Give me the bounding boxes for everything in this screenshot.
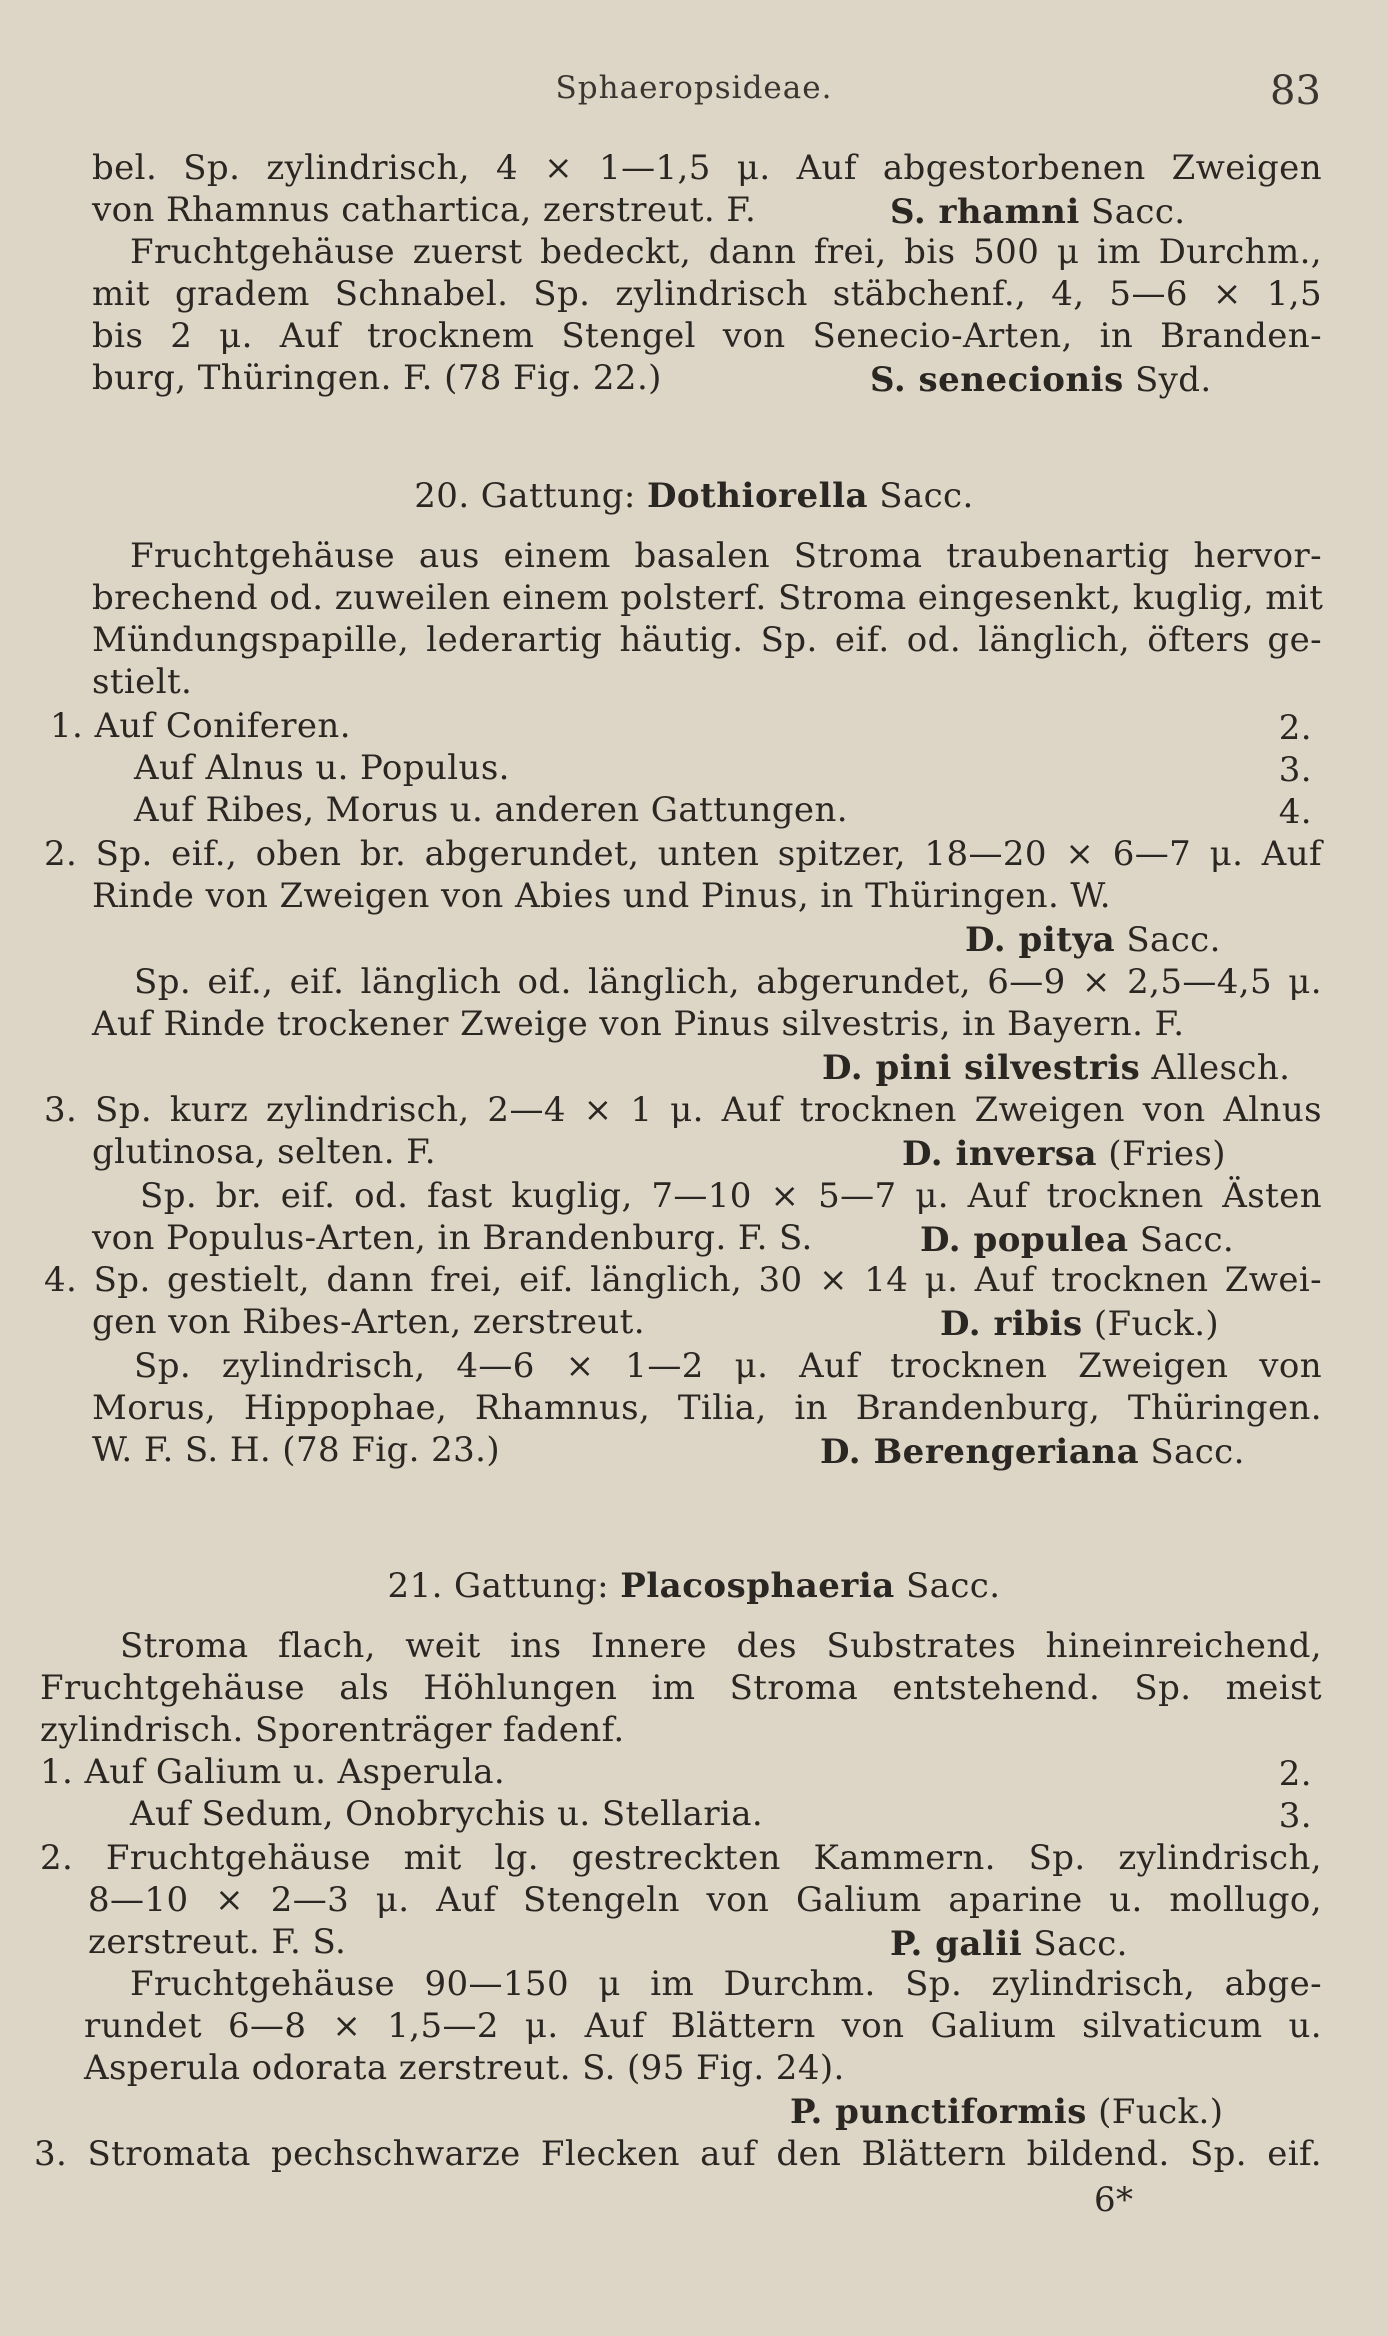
key-ref: 2. [1278, 1754, 1312, 1794]
text-line: rundet 6—8 × 1,5—2 μ. Auf Blättern von Galium silvaticum u. [84, 2006, 1322, 2046]
species-name: D. pitya Sacc. [965, 920, 1221, 960]
text-line: von Rhamnus cathartica, zerstreut. F. [92, 190, 757, 230]
key-line: 1. Auf Galium u. Asperula. [40, 1752, 506, 1792]
text-line: burg, Thüringen. F. (78 Fig. 22.) [92, 358, 662, 398]
key-ref: 4. [1278, 792, 1312, 832]
text-line: von Populus-Arten, in Brandenburg. F. S. [92, 1218, 813, 1258]
text-line: Fruchtgehäuse aus einem basalen Stroma traubenartig hervor- [130, 536, 1322, 576]
key-ref: 3. [1278, 750, 1312, 790]
key-line: Auf Sedum, Onobrychis u. Stellaria. [130, 1794, 764, 1834]
text-line: Morus, Hippophae, Rhamnus, Tilia, in Brandenburg, Thüringen. [92, 1388, 1322, 1428]
text-line: Mündungspapille, lederartig häutig. Sp. eif. od. länglich, öfters ge- [92, 620, 1322, 660]
text-line: glutinosa, selten. F. [92, 1132, 437, 1172]
text-line: mit gradem Schnabel. Sp. zylindrisch stäbchenf., 4, 5—6 × 1,5 [92, 274, 1322, 314]
text-line: 3. Sp. kurz zylindrisch, 2—4 × 1 μ. Auf trocknen Zweigen von Alnus [44, 1090, 1322, 1130]
text-line: 8—10 × 2—3 μ. Auf Stengeln von Galium aparine u. mollugo, [88, 1880, 1322, 1920]
text-line: gen von Ribes-Arten, zerstreut. [92, 1302, 645, 1342]
text-line: W. F. S. H. (78 Fig. 23.) [92, 1430, 501, 1470]
text-line: bel. Sp. zylindrisch, 4 × 1—1,5 μ. Auf abgestorbenen Zweigen [92, 148, 1322, 188]
text-line: Asperula odorata zerstreut. S. (95 Fig. 24). [84, 2048, 845, 2088]
genus-heading: 20. Gattung: Dothiorella Sacc. [414, 476, 974, 516]
genus-heading: 21. Gattung: Placosphaeria Sacc. [387, 1566, 1001, 1606]
text-line: Rinde von Zweigen von Abies und Pinus, in Thüringen. W. [92, 876, 1111, 916]
page-number: 83 [1270, 68, 1321, 114]
text-line: 2. Sp. eif., oben br. abgerundet, unten spitzer, 18—20 × 6—7 μ. Auf [44, 834, 1322, 874]
species-name: S. rhamni Sacc. [890, 192, 1186, 232]
key-line: Auf Ribes, Morus u. anderen Gattungen. [134, 790, 848, 830]
species-name: D. pini silvestris Allesch. [822, 1048, 1291, 1088]
text-line: 2. Fruchtgehäuse mit lg. gestreckten Kammern. Sp. zylindrisch, [40, 1838, 1322, 1878]
text-line: Sp. zylindrisch, 4—6 × 1—2 μ. Auf trocknen Zweigen von [134, 1346, 1322, 1386]
text-line: stielt. [92, 662, 193, 702]
running-header: Sphaeropsideae. [555, 70, 833, 106]
key-ref: 3. [1278, 1796, 1312, 1836]
key-line: 1. Auf Coniferen. [50, 706, 351, 746]
text-line: Auf Rinde trockener Zweige von Pinus silvestris, in Bayern. F. [92, 1004, 1185, 1044]
species-name: D. ribis (Fuck.) [940, 1304, 1220, 1344]
signature-mark: 6* [1094, 2180, 1134, 2220]
species-name: P. galii Sacc. [890, 1924, 1128, 1964]
text-line: Sp. eif., eif. länglich od. länglich, abgerundet, 6—9 × 2,5—4,5 μ. [134, 962, 1322, 1002]
species-name: P. punctiformis (Fuck.) [790, 2092, 1224, 2132]
text-line: brechend od. zuweilen einem polsterf. Stroma eingesenkt, kuglig, mit [92, 578, 1324, 618]
text-line: zylindrisch. Sporenträger fadenf. [40, 1710, 625, 1750]
text-line: 3. Stromata pechschwarze Flecken auf den Blättern bildend. Sp. eif. [34, 2134, 1322, 2174]
text-line: Fruchtgehäuse 90—150 μ im Durchm. Sp. zylindrisch, abge- [130, 1964, 1322, 2004]
text-line: Fruchtgehäuse zuerst bedeckt, dann frei, bis 500 μ im Durchm., [130, 232, 1322, 272]
key-ref: 2. [1278, 708, 1312, 748]
text-line: Fruchtgehäuse als Höhlungen im Stroma entstehend. Sp. meist [40, 1668, 1322, 1708]
species-name: D. Berengeriana Sacc. [820, 1432, 1245, 1472]
text-line: bis 2 μ. Auf trocknem Stengel von Senecio-Arten, in Branden- [92, 316, 1322, 356]
text-line: zerstreut. F. S. [88, 1922, 347, 1962]
species-name: D. inversa (Fries) [902, 1134, 1226, 1174]
species-name: D. populea Sacc. [920, 1220, 1235, 1260]
text-line: Sp. br. eif. od. fast kuglig, 7—10 × 5—7 μ. Auf trocknen Ästen [140, 1176, 1322, 1216]
text-line: 4. Sp. gestielt, dann frei, eif. länglich, 30 × 14 μ. Auf trocknen Zwei- [44, 1260, 1322, 1300]
species-name: S. senecionis Syd. [870, 360, 1212, 400]
key-line: Auf Alnus u. Populus. [134, 748, 510, 788]
text-line: Stroma flach, weit ins Innere des Substrates hineinreichend, [120, 1626, 1322, 1666]
